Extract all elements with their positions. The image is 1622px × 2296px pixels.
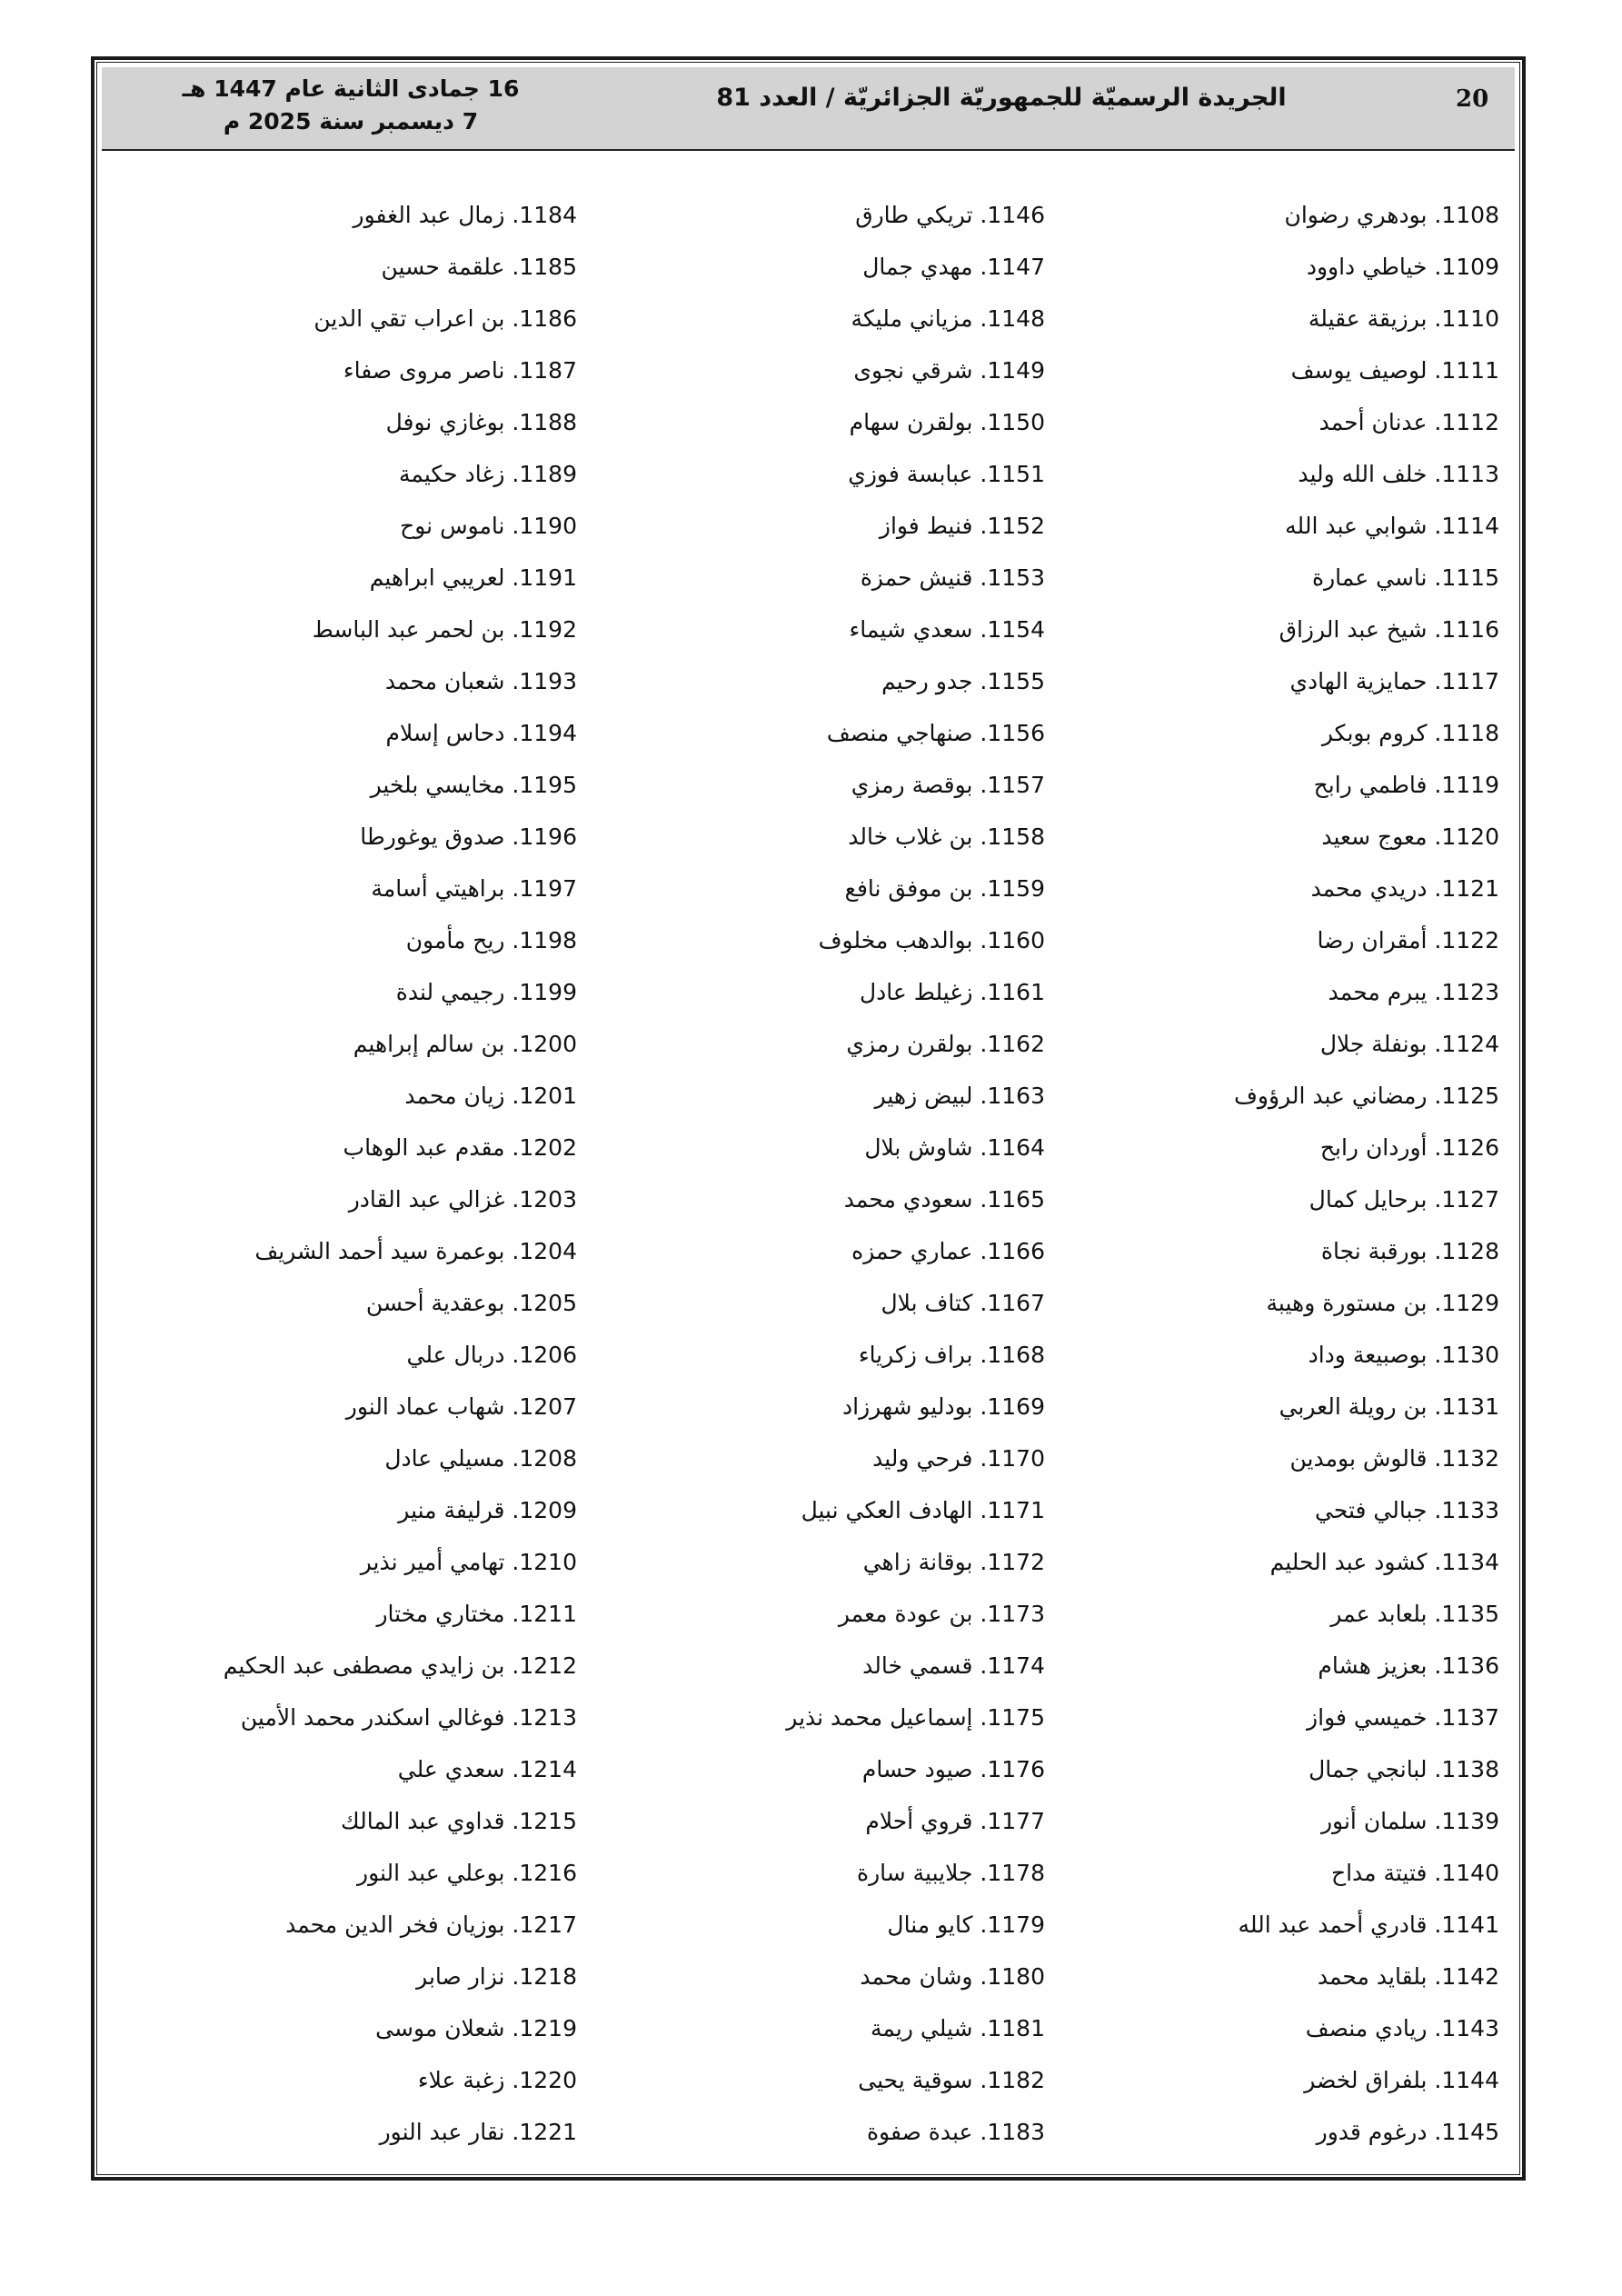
list-item: 1143. ريادي منصف <box>1305 2015 1499 2041</box>
list-item: 1156. صنهاجي منصف <box>826 720 1045 746</box>
list-item: 1168. براف زكرياء <box>858 1342 1045 1368</box>
list-item: 1151. عبابسة فوزي <box>848 461 1045 487</box>
list-item: 1125. رمضاني عبد الرؤوف <box>1234 1083 1499 1109</box>
names-column-1 <box>1072 189 1499 2158</box>
list-item: 1126. أوردان رابح <box>1319 1134 1499 1161</box>
list-item: 1121. دريدي محمد <box>1310 875 1499 902</box>
list-item: 1188. بوغازي نوفل <box>385 409 577 435</box>
list-item: 1211. مختاري مختار <box>376 1601 577 1627</box>
list-item: 1152. فنيط فواز <box>879 513 1045 539</box>
list-item: 1128. بورقبة نجاة <box>1320 1238 1499 1264</box>
list-item: 1144. بلفراق لخضر <box>1304 2067 1499 2093</box>
list-item: 1221. نقار عبد النور <box>379 2119 577 2145</box>
list-item: 1116. شيخ عبد الرزاق <box>1279 616 1499 643</box>
list-item: 1197. براهيتي أسامة <box>371 875 577 902</box>
list-item: 1177. قروي أحلام <box>865 1808 1045 1834</box>
list-item: 1111. لوصيف يوسف <box>1290 357 1499 384</box>
list-item: 1175. إسماعيل محمد نذير <box>786 1704 1045 1731</box>
list-item: 1138. لبانجي جمال <box>1309 1756 1499 1782</box>
list-item: 1216. بوعلي عبد النور <box>357 1860 577 1886</box>
list-item: 1112. عدنان أحمد <box>1318 409 1499 435</box>
list-item: 1212. بن زايدي مصطفى عبد الحكيم <box>223 1652 577 1679</box>
list-item: 1134. كشود عبد الحليم <box>1269 1549 1499 1575</box>
list-item: 1180. وشان محمد <box>860 1963 1045 1990</box>
names-column-2 <box>618 189 1045 2158</box>
list-item: 1187. ناصر مروى صفاء <box>343 357 577 384</box>
list-item: 1192. بن لحمر عبد الباسط <box>312 616 577 643</box>
list-item: 1117. حمايزية الهادي <box>1289 668 1499 694</box>
list-item: 1155. جدو رحيم <box>881 668 1045 694</box>
list-item: 1193. شعبان محمد <box>384 668 577 694</box>
list-item: 1119. فاطمي رابح <box>1313 772 1499 798</box>
list-item: 1131. بن رويلة العربي <box>1279 1393 1499 1420</box>
date-gregorian: 7 ديسمبر سنة 2025 م <box>223 108 479 135</box>
list-item: 1172. بوقانة زاهي <box>862 1549 1045 1575</box>
list-item: 1109. خياطي داوود <box>1306 254 1499 280</box>
gazette-title: الجريدة الرسميّة للجمهوريّة الجزائريّة / العدد 81 <box>716 84 1287 112</box>
list-item: 1184. زمال عبد الغفور <box>353 202 577 228</box>
list-item: 1123. يبرم محمد <box>1328 979 1499 1005</box>
list-item: 1214. سعدي علي <box>397 1756 577 1782</box>
list-item: 1174. قسمي خالد <box>862 1652 1045 1679</box>
list-item: 1157. بوقصة رمزي <box>851 772 1045 798</box>
list-item: 1166. عماري حمزه <box>851 1238 1045 1264</box>
list-item: 1145. درغوم قدور <box>1316 2119 1499 2145</box>
list-item: 1115. ناسي عمارة <box>1312 564 1499 591</box>
list-item: 1207. شهاب عماد النور <box>345 1393 577 1420</box>
list-item: 1161. زغيلط عادل <box>860 979 1045 1005</box>
list-item: 1142. بلقايد محمد <box>1317 1963 1499 1990</box>
list-item: 1139. سلمان أنور <box>1320 1808 1499 1834</box>
list-item: 1182. سوقية يحيى <box>858 2067 1045 2093</box>
list-item: 1215. قداوي عبد المالك <box>341 1808 577 1834</box>
list-item: 1208. مسيلي عادل <box>384 1445 577 1472</box>
list-item: 1165. سعودي محمد <box>843 1186 1045 1213</box>
list-item: 1146. تريكي طارق <box>855 202 1045 228</box>
list-item: 1190. ناموس نوح <box>400 513 577 539</box>
list-item: 1148. مزياني مليكة <box>851 305 1045 332</box>
list-item: 1202. مقدم عبد الوهاب <box>343 1134 577 1161</box>
list-item: 1181. شيلي ريمة <box>871 2015 1045 2041</box>
list-item: 1220. زغبة علاء <box>417 2067 577 2093</box>
list-item: 1167. كتاف بلال <box>881 1290 1045 1316</box>
list-item: 1209. قرليفة منير <box>398 1497 577 1523</box>
list-item: 1140. فتيتة مداح <box>1330 1860 1499 1886</box>
list-item: 1133. جبالي فتحي <box>1314 1497 1499 1523</box>
list-item: 1185. علقمة حسين <box>381 254 577 280</box>
list-item: 1135. بلعابد عمر <box>1330 1601 1499 1627</box>
list-item: 1154. سعدي شيماء <box>849 616 1045 643</box>
list-item: 1124. بونفلة جلال <box>1319 1031 1499 1057</box>
list-item: 1120. معوج سعيد <box>1321 824 1499 850</box>
list-item: 1176. صيود حسام <box>861 1756 1045 1782</box>
list-item: 1164. شاوش بلال <box>864 1134 1045 1161</box>
list-item: 1219. شعلان موسى <box>375 2015 577 2041</box>
list-item: 1201. زيان محمد <box>404 1083 577 1109</box>
list-item: 1195. مخايسي بلخير <box>370 772 577 798</box>
gazette-header <box>102 67 1515 151</box>
list-item: 1129. بن مستورة وهيبة <box>1266 1290 1499 1316</box>
list-item: 1162. بولقرن رمزي <box>846 1031 1045 1057</box>
list-item: 1170. فرحي وليد <box>872 1445 1045 1472</box>
list-item: 1136. بعزيز هشام <box>1318 1652 1499 1679</box>
list-item: 1217. بوزيان فخر الدين محمد <box>285 1912 577 1938</box>
list-item: 1160. بوالدهب مخلوف <box>818 927 1045 953</box>
list-item: 1122. أمقران رضا <box>1317 927 1499 953</box>
names-column-3 <box>104 189 577 2158</box>
list-item: 1199. رجيمي لندة <box>395 979 577 1005</box>
list-item: 1218. نزار صابر <box>416 1963 577 1990</box>
issue-date <box>114 73 587 138</box>
list-item: 1194. دحاس إسلام <box>385 720 577 746</box>
list-item: 1189. زغاد حكيمة <box>398 461 577 487</box>
list-item: 1171. الهادف العكي نبيل <box>801 1497 1045 1523</box>
list-item: 1186. بن اعراب تقي الدين <box>313 305 577 332</box>
list-item: 1114. شوابي عبد الله <box>1285 513 1499 539</box>
list-item: 1108. بودهري رضوان <box>1284 202 1499 228</box>
list-item: 1213. فوغالي اسكندر محمد الأمين <box>240 1704 577 1731</box>
list-item: 1159. بن موفق نافع <box>844 875 1045 902</box>
list-item: 1130. بوصبيعة وداد <box>1308 1342 1499 1368</box>
list-item: 1200. بن سالم إبراهيم <box>353 1031 577 1057</box>
list-item: 1210. تهامي أمير نذير <box>360 1549 577 1575</box>
list-item: 1198. ريح مأمون <box>405 927 577 953</box>
list-item: 1150. بولقرن سهام <box>849 409 1045 435</box>
list-item: 1169. بودليو شهرزاد <box>842 1393 1045 1420</box>
list-item: 1132. قالوش بومدين <box>1289 1445 1499 1472</box>
list-item: 1127. برحايل كمال <box>1309 1186 1499 1213</box>
list-item: 1191. لعريبي ابراهيم <box>369 564 577 591</box>
list-item: 1205. بوعقدية أحسن <box>365 1290 577 1316</box>
list-item: 1203. غزالي عبد القادر <box>348 1186 577 1213</box>
list-item: 1118. كروم بوبكر <box>1321 720 1499 746</box>
list-item: 1137. خميسي فواز <box>1307 1704 1499 1731</box>
list-item: 1141. قادري أحمد عبد الله <box>1238 1912 1499 1938</box>
list-item: 1149. شرقي نجوى <box>853 357 1045 384</box>
list-item: 1183. عبدة صفوة <box>866 2119 1045 2145</box>
list-item: 1153. قنيش حمزة <box>860 564 1045 591</box>
list-item: 1179. كايو منال <box>887 1912 1045 1938</box>
list-item: 1173. بن عودة معمر <box>838 1601 1045 1627</box>
date-hijri: 16 جمادى الثانية عام 1447 هـ <box>182 75 520 102</box>
list-item: 1158. بن غلاب خالد <box>848 824 1045 850</box>
list-item: 1196. صدوق يوغورطا <box>360 824 577 850</box>
list-item: 1147. مهدي جمال <box>862 254 1045 280</box>
list-item: 1163. لبيض زهير <box>874 1083 1045 1109</box>
list-item: 1206. دربال علي <box>406 1342 577 1368</box>
list-item: 1110. برزيقة عقيلة <box>1308 305 1499 332</box>
list-item: 1204. بوعمرة سيد أحمد الشريف <box>254 1238 577 1264</box>
page-number: 20 <box>1456 85 1489 113</box>
list-item: 1178. جلايبية سارة <box>856 1860 1045 1886</box>
list-item: 1113. خلف الله وليد <box>1298 461 1499 487</box>
